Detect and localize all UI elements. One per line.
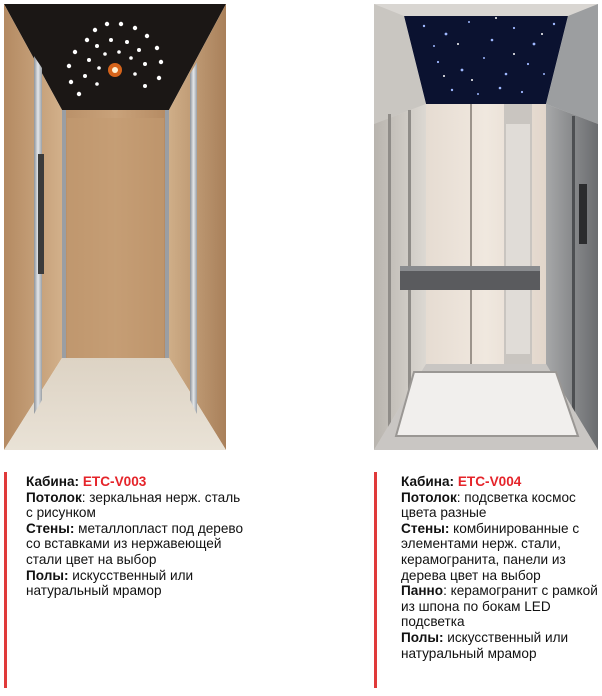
spec-text	[401, 474, 600, 661]
cabin-label: Кабина:	[26, 474, 80, 489]
cabin-code: ETC-V003	[82, 474, 147, 489]
cabin-wood-illustration	[4, 4, 226, 450]
cabin-spec-card-etc-v003	[4, 472, 244, 692]
spec-row-floors: Полы: искусственный или натуральный мрамор	[26, 567, 194, 599]
spec-row-ceiling: Потолок: зеркальная нерж. сталь с рисунком	[26, 489, 241, 521]
cabin-spec-card-etc-v004	[374, 472, 600, 692]
accent-bar	[4, 472, 7, 688]
spec-row-walls: Стены: комбинированные с элементами нерж. стали, керамогранита, панели из дерева цвет на выбор	[401, 520, 580, 583]
cabin-label: Кабина:	[401, 474, 455, 489]
spec-row-walls: Стены: металлопласт под дерево со вставками из нержавеющей стали цвет на выбор	[26, 520, 244, 567]
cabin-heading	[401, 474, 600, 490]
spec-row-floors: Полы: искусственный или натуральный мрамор	[401, 629, 569, 661]
cabin-code: ETC-V004	[457, 474, 522, 489]
elevator-cabin-wood-photo	[4, 4, 226, 450]
accent-bar	[374, 472, 377, 688]
spec-row-ceiling: Потолок: подсветка космос цвета разные	[401, 489, 576, 521]
elevator-cabin-starry-ceiling-photo	[374, 4, 598, 450]
cabin-starry-illustration	[374, 4, 598, 450]
cabin-heading	[26, 474, 244, 490]
spec-row-panel: Панно: керамогранит с рамкой из шпона по бокам LED подсветка	[401, 583, 598, 630]
spec-text	[26, 474, 244, 599]
